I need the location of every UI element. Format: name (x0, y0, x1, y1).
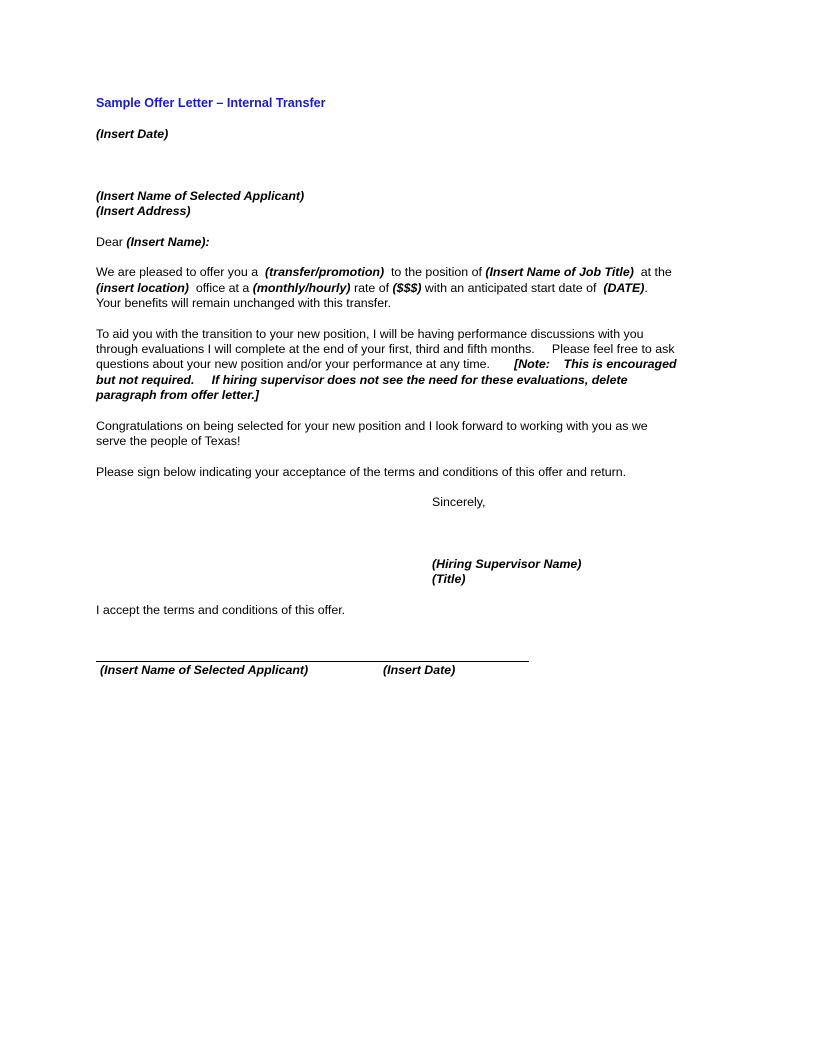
text-segment: to the position of (384, 265, 486, 279)
transfer-type-placeholder: (transfer/promotion) (265, 265, 385, 279)
recipient-address: (Insert Address) (96, 204, 191, 218)
closing-sincerely: Sincerely, (432, 495, 486, 509)
text-segment: with an anticipated start date of (421, 281, 604, 295)
supervisor-name: (Hiring Supervisor Name) (432, 557, 582, 571)
note-segment: [Note: This is encouraged (514, 357, 677, 371)
paragraph3-line2: serve the people of Texas! (96, 434, 241, 448)
paragraph3-line1: Congratulations on being selected for your new position and I look forward to working with you as we (96, 419, 648, 433)
paragraph2-line2: through evaluations I will complete at the end of your first, third and fifth months. Please feel free to ask (96, 342, 675, 356)
start-date-placeholder: (DATE) (603, 281, 645, 295)
text-segment: questions about your new position and/or your performance at any time. (96, 357, 515, 371)
supervisor-title: (Title) (432, 572, 466, 586)
paragraph4: Please sign below indicating your acceptance of the terms and conditions of this offer and return. (96, 465, 627, 479)
salutation (96, 235, 210, 250)
job-title-placeholder: (Insert Name of Job Title) (485, 265, 634, 279)
paragraph2-line4: but not required. If hiring supervisor does not see the need for these evaluations, delete (96, 373, 628, 387)
signature-date-label: (Insert Date) (383, 663, 456, 677)
rate-placeholder: ($$$) (392, 281, 422, 295)
text-segment: . (644, 281, 648, 295)
recipient-name: (Insert Name of Selected Applicant) (96, 189, 305, 203)
paragraph1-line3: Your benefits will remain unchanged with this transfer. (96, 296, 392, 310)
applicant-signature-label: (Insert Name of Selected Applicant) (100, 663, 309, 677)
location-placeholder: (insert location) (96, 281, 189, 295)
text-segment: at the (633, 265, 672, 279)
paragraph1-line1 (96, 265, 672, 280)
salutation-prefix: Dear (96, 235, 127, 249)
letter-title: Sample Offer Letter – Internal Transfer (96, 96, 326, 110)
salutation-name: (Insert Name): (126, 235, 210, 249)
acceptance-statement: I accept the terms and conditions of this offer. (96, 603, 346, 617)
date-placeholder: (Insert Date) (96, 127, 169, 141)
paragraph2-line5: paragraph from offer letter.] (96, 388, 259, 402)
pay-period-placeholder: (monthly/hourly) (252, 281, 351, 295)
paragraph2-line3 (96, 357, 677, 372)
paragraph1-line2 (96, 281, 648, 296)
text-segment: We are pleased to offer you a (96, 265, 265, 279)
signature-line (96, 661, 529, 662)
paragraph2-line1: To aid you with the transition to your new position, I will be having performance discussions with you (96, 327, 644, 341)
text-segment: rate of (350, 281, 393, 295)
text-segment: office at a (188, 281, 253, 295)
